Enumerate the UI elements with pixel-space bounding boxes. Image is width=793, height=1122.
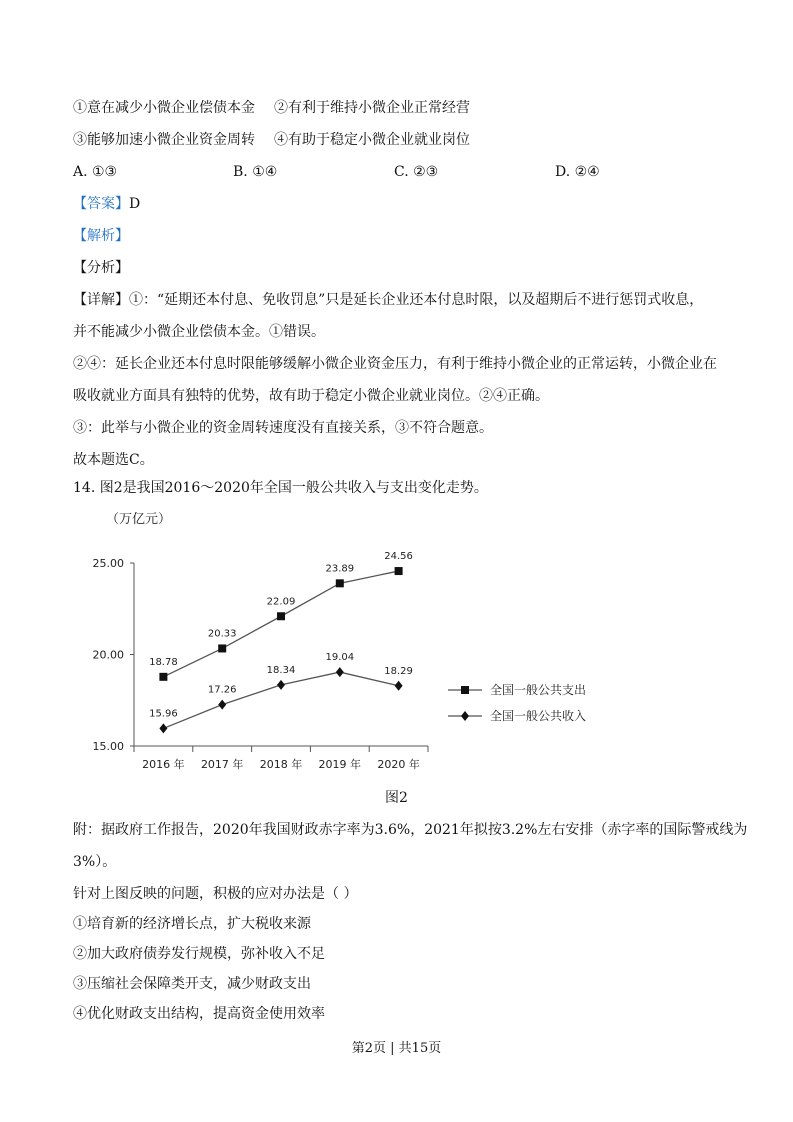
option-a: A. ①③ [73,164,118,180]
x-tick-label: 2020 年 [377,758,420,771]
legend-label: 全国一般公共收入 [490,709,587,723]
question-prompt: 针对上图反映的问题，积极的应对办法是（ ） [73,886,358,902]
legend-marker-diamond [461,711,469,721]
detail-text-1: ①：“延期还本付息、免收罚息”只是延长企业还本付息时限，以及超期后不进行惩罚式收息， [129,292,704,308]
y-tick-label: 15.00 [92,740,124,753]
data-point-square [159,673,167,681]
answer-value: D [129,196,141,212]
data-point-square [218,644,226,652]
statement-1: ①意在减少小微企业偿债本金 [73,100,255,116]
x-tick-label: 2018 年 [259,758,303,771]
q14-item-4: ④优化财政支出结构，提高资金使用效率 [73,1006,325,1022]
data-label: 19.04 [325,652,355,664]
data-point-square [395,567,403,575]
y-tick-label: 25.00 [92,557,124,570]
statement-4: ④有助于稳定小微企业就业岗位 [274,132,470,148]
data-label: 23.89 [325,563,355,575]
question-14-stem: 14. 图2是我国2016～2020年全国一般公共收入与支出变化走势。 [73,480,488,496]
note-line-1: 附：据政府工作报告，2020年我国财政赤字率为3.6%，2021年拟按3.2%左右安排（赤字率的国际警戒线为 [73,822,748,838]
detail-line-3: ②④：延长企业还本付息时限能够缓解小微企业资金压力，有利于维持小微企业的正常运转，小微企业在 [73,356,717,372]
option-d: D. ②④ [555,164,600,180]
data-point-diamond [218,700,226,710]
data-label: 20.33 [207,628,237,640]
detail-line-4: 吸收就业方面具有独特的优势，故有助于稳定小微企业就业岗位。②④正确。 [73,388,549,404]
q14-item-1: ①培育新的经济增长点，扩大税收来源 [73,916,311,932]
data-label: 17.26 [207,684,237,696]
option-c: C. ②③ [394,164,439,180]
data-point-diamond [159,723,167,733]
statement-2: ②有利于维持小微企业正常经营 [274,100,470,116]
x-tick-label: 2016 年 [142,758,185,771]
detail-tag: 【详解】 [73,292,129,308]
data-label: 24.56 [384,551,413,563]
detail-line-6: 故本题选C。 [73,452,154,468]
figure-caption: 图2 [385,790,408,806]
x-tick-label: 2019 年 [318,758,362,771]
page-footer: 第2页 | 共15页 [351,1041,442,1056]
data-label: 18.78 [149,656,178,668]
data-label: 18.34 [266,664,296,676]
data-label: 22.09 [266,596,296,608]
q14-item-3: ③压缩社会保障类开支，减少财政支出 [73,976,311,992]
y-tick-label: 20.00 [92,648,124,662]
option-b: B. ①④ [233,164,278,180]
data-label: 15.96 [149,708,178,720]
x-tick-label: 2017 年 [200,758,244,771]
legend-label: 全国一般公共支出 [490,683,587,697]
q14-item-2: ②加大政府债券发行规模，弥补收入不足 [73,946,325,962]
fenxi-tag: 【分析】 [73,260,129,276]
data-point-square [277,612,285,620]
data-label: 18.29 [384,665,413,677]
legend-marker-square [461,686,469,694]
statement-3: ③能够加速小微企业资金周转 [73,132,255,148]
chart-unit-label: （万亿元） [106,512,172,527]
data-point-diamond [395,681,403,691]
analysis-tag: 【解析】 [73,228,129,244]
data-point-diamond [277,680,285,690]
answer-tag: 【答案】 [73,196,129,212]
data-point-square [336,579,344,587]
detail-line-5: ③：此举与小微企业的资金周转速度没有直接关系，③不符合题意。 [73,420,493,436]
note-line-2: 3%）。 [73,854,117,870]
data-point-diamond [336,667,344,677]
detail-line-2: 并不能减少小微企业偿债本金。①错误。 [73,324,325,340]
series-line-1 [163,571,398,677]
